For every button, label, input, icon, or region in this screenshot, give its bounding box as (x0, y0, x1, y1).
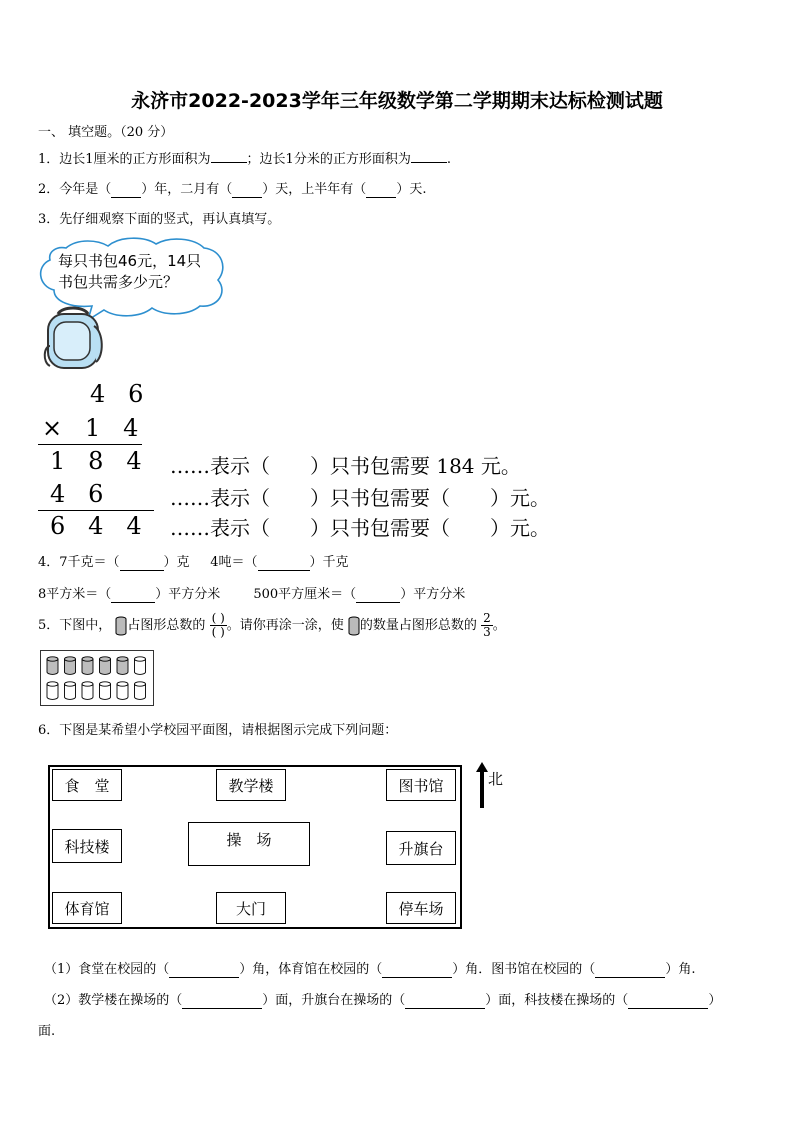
map-playground: 操 场 (188, 822, 310, 866)
shaded-cylinder[interactable] (65, 657, 76, 675)
cylinder[interactable] (100, 682, 111, 700)
map-parking: 停车场 (386, 892, 456, 924)
divider (38, 510, 154, 511)
question-4-line2: 8平方米＝（ ）平方分米 500平方厘米＝（ ）平方分米 (38, 587, 466, 602)
question-5: 5．下图中， 占图形总数的 $\frac{( )}{( )}$ 。请你再涂一涂，使 的数量占图形总数的 $\frac{2}{3}$ 。 (38, 611, 506, 639)
blank[interactable] (356, 587, 400, 603)
blank[interactable] (411, 148, 447, 163)
blank[interactable] (182, 993, 262, 1009)
blank[interactable] (120, 555, 164, 571)
mul-row2: × 1 4 (42, 414, 139, 442)
shaded-cylinder-icon (115, 616, 127, 636)
question-6: 6．下图是某希望小学校园平面图，请根据图示完成下列问题： (38, 723, 398, 738)
mul-row3: 1 8 4 (50, 447, 142, 475)
shaded-cylinder[interactable] (82, 657, 93, 675)
mul-row4: 4 6 (50, 480, 104, 508)
blank[interactable] (232, 182, 262, 198)
shaded-cylinder[interactable] (47, 657, 58, 675)
question-1: 1．边长1厘米的正方形面积为 ；边长1分米的正方形面积为 . (38, 148, 451, 167)
divider (38, 444, 142, 445)
cylinder[interactable] (135, 682, 146, 700)
mul-desc-2: ……表示（ ）只书包需要（ ）元。 (170, 486, 550, 510)
map-tech-building: 科技楼 (52, 829, 122, 863)
blank[interactable] (405, 993, 485, 1009)
question-2: 2．今年是（ ）年，二月有（ ）天，上半年有（ ）天. (38, 182, 427, 197)
question-4-line1: 4．7千克＝（ ）克 4吨＝（ ）千克 (38, 555, 349, 570)
blank[interactable] (111, 587, 155, 603)
north-label: 北 (488, 770, 504, 788)
page-title: 永济市2022-2023学年三年级数学第二学期期末达标检测试题 (131, 90, 663, 112)
mul-desc-3: ……表示（ ）只书包需要（ ）元。 (170, 516, 550, 540)
cylinder-icon (348, 616, 360, 636)
question-6-2: （2）教学楼在操场的（ ）面，升旗台在操场的（ ）面，科技楼在操场的（ ） (44, 993, 722, 1008)
shaded-cylinder[interactable] (100, 657, 111, 675)
blank[interactable] (211, 148, 247, 163)
shaded-cylinder[interactable] (117, 657, 128, 675)
map-teaching-building: 教学楼 (216, 769, 286, 801)
mul-row1: 4 6 (90, 380, 144, 408)
cylinder-grid (40, 650, 154, 706)
blank[interactable] (628, 993, 708, 1009)
blank[interactable] (366, 182, 396, 198)
bubble-text: 每只书包46元，14只 书包共需多少元？ (58, 252, 202, 291)
blank[interactable] (595, 962, 665, 978)
question-3: 3．先仔细观察下面的竖式，再认真填写。 (38, 212, 281, 227)
cylinder[interactable] (82, 682, 93, 700)
cylinder[interactable] (65, 682, 76, 700)
map-gate: 大门 (216, 892, 286, 924)
section-heading: 一、 填空题。（20 分） (38, 125, 174, 140)
mul-desc-1: ……表示（ ）只书包需要 184 元。 (170, 454, 521, 478)
blank-fraction[interactable]: $\frac{( )}{( )}$ (211, 611, 225, 639)
map-flag-platform: 升旗台 (386, 831, 456, 865)
map-gym: 体育馆 (52, 892, 122, 924)
blank[interactable] (382, 962, 452, 978)
mul-row5: 6 4 4 (50, 512, 142, 540)
blank[interactable] (169, 962, 239, 978)
cylinder-grid-svg (41, 651, 153, 705)
north-arrow-icon (475, 762, 489, 808)
cylinder[interactable] (135, 657, 146, 675)
question-6-1: （1）食堂在校园的（ ）角，体育馆在校园的（ ）角．图书馆在校园的（ ）角. (44, 962, 696, 977)
backpack-icon (40, 306, 106, 372)
map-canteen: 食 堂 (52, 769, 122, 801)
blank[interactable] (258, 555, 310, 571)
blank[interactable] (111, 182, 141, 198)
cylinder[interactable] (47, 682, 58, 700)
map-library: 图书馆 (386, 769, 456, 801)
cylinder[interactable] (117, 682, 128, 700)
fraction-two-thirds: $\frac{2}{3}$ (483, 611, 491, 639)
question-6-2-end: 面. (38, 1024, 56, 1039)
